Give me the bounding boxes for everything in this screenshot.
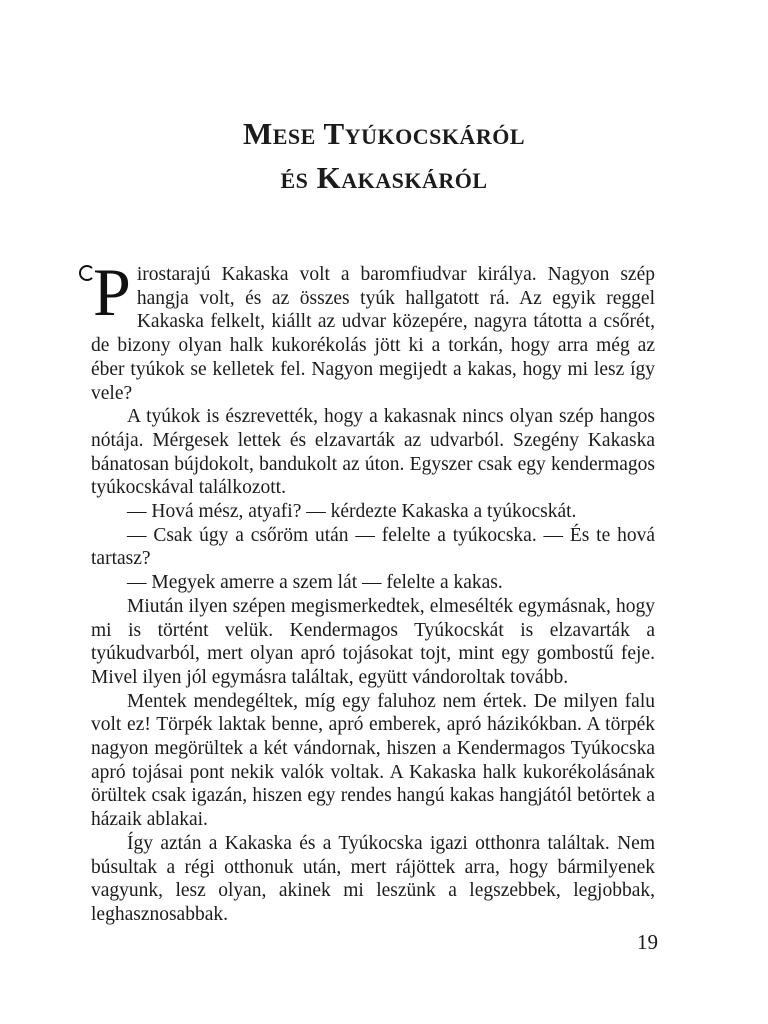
story-title-line-1: Mese Tyúkocskáról bbox=[242, 116, 525, 151]
story-body bbox=[91, 254, 655, 927]
paragraph-1 bbox=[91, 254, 655, 405]
story-title-line-2: és Kakaskáról bbox=[280, 160, 488, 195]
paragraph-7: Mentek mendegéltek, míg egy faluhoz nem értek. De milyen falu volt ez! Törpék laktak benne, apró emberek, apró házikókban. A törpék nagyon megörültek a két vándornak, hiszen a Kendermagos Tyúkocska apró tojásai pont nekik valók voltak. A Kakaska halk kukorékolásának örültek csak igazán, hiszen egy rendes hangú kakas hangjától betörtek a házaik ablakai. bbox=[91, 690, 655, 831]
paragraph-5: — Megyek amerre a szem lát — felelte a kakas. bbox=[127, 572, 503, 594]
story-title bbox=[0, 112, 768, 200]
page-number: 19 bbox=[637, 930, 658, 954]
paragraph-1-text: irostarajú Kakaska volt a baromfiudvar királya. Nagyon szép hangja volt, és az összes tyúk hallgatott rá. Az egyik reggel Kakaska felkelt, kiállt az udvar közepére, nagyra tátotta a csőrét, de bizony olyan halk kukorékolás jött ki a torkán, hogy arra még az éber tyúkok se kelletek fel. Nagyon megijedt a kakas, hogy mi lesz így vele? bbox=[91, 264, 655, 404]
paragraph-4: — Csak úgy a csőröm után — felelte a tyúkocska. — És te hová tartasz? bbox=[91, 524, 655, 570]
paragraph-3: — Hová mész, atyafi? — kérdezte Kakaska a tyúkocskát. bbox=[127, 501, 577, 523]
drop-cap: P bbox=[79, 265, 131, 319]
paragraph-6: Miután ilyen szépen megismerkedtek, elmesélték egymásnak, hogy mi is történt velük. Kendermagos Tyúkocskát is elzavarták a tyúkudvarból, mert olyan apró tojásokat tojt, mint egy gombostű feje. Mivel ilyen jól egymásra találtak, együtt vándoroltak tovább. bbox=[91, 595, 655, 688]
paragraph-8: Így aztán a Kakaska és a Tyúkocska igazi otthonra találtak. Nem búsultak a régi otthonuk után, mert rájöttek arra, hogy bármilyenek vagyunk, lesz olyan, akinek mi leszünk a legszebbek, legjobbak, leghasznosabbak. bbox=[91, 832, 655, 925]
paragraph-2: A tyúkok is észrevették, hogy a kakasnak nincs olyan szép hangos nótája. Mérgesek lettek és elzavarták az udvarból. Szegény Kakaska bánatosan bújdokolt, bandukolt az úton. Egyszer csak egy kendermagos tyúkocskával találkozott. bbox=[91, 406, 655, 499]
